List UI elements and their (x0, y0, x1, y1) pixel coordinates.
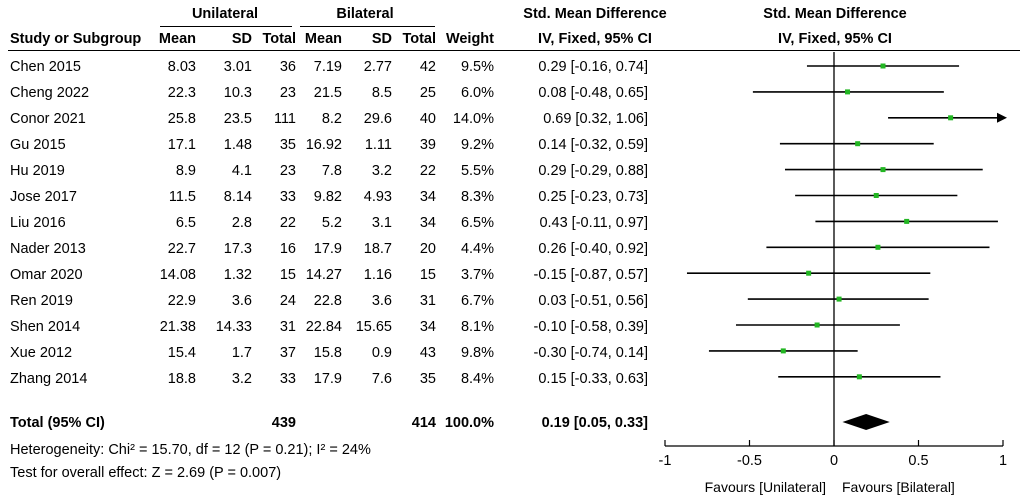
plot-subtitle: IV, Fixed, 95% CI (778, 31, 892, 47)
sd2-cell: 18.7 (363, 241, 392, 257)
ci-cell: 0.29 [-0.16, 0.74] (538, 59, 648, 75)
sd2-cell: 7.6 (371, 371, 392, 387)
x-tick-label: -1 (658, 453, 672, 469)
mean2-cell: 9.82 (313, 189, 342, 205)
col-ci-header: IV, Fixed, 95% CI (538, 31, 652, 47)
point-estimate (881, 64, 886, 69)
total1-cell: 22 (279, 215, 296, 231)
sd1-cell: 3.01 (223, 59, 252, 75)
ci-cell: 0.15 [-0.33, 0.63] (538, 371, 648, 387)
mean2-cell: 16.92 (305, 137, 342, 153)
mean1-cell: 18.8 (167, 371, 196, 387)
mean1-cell: 15.4 (167, 345, 196, 361)
sd2-cell: 1.16 (363, 267, 392, 283)
ci-cell: 0.26 [-0.40, 0.92] (538, 241, 648, 257)
sd2-cell: 0.9 (371, 345, 392, 361)
mean1-cell: 25.8 (167, 111, 196, 127)
sd2-cell: 1.11 (364, 137, 392, 153)
sd1-cell: 10.3 (223, 85, 252, 101)
weight-cell: 5.5% (460, 163, 494, 179)
point-estimate (904, 219, 909, 224)
mean2-cell: 21.5 (313, 85, 342, 101)
pooled-diamond (842, 414, 889, 430)
study-name: Shen 2014 (10, 319, 81, 335)
point-estimate (875, 245, 880, 250)
ci-cell: 0.43 [-0.11, 0.97] (539, 215, 648, 231)
sd1-cell: 17.3 (223, 241, 252, 257)
study-name: Cheng 2022 (10, 85, 90, 101)
point-estimate (845, 89, 850, 94)
total2-cell: 34 (419, 319, 436, 335)
study-name: Xue 2012 (10, 345, 73, 361)
total1-cell: 33 (279, 189, 296, 205)
point-estimate (815, 323, 820, 328)
sd1-cell: 3.2 (231, 371, 252, 387)
ci-cell: -0.15 [-0.87, 0.57] (533, 267, 648, 283)
mean1-cell: 8.03 (167, 59, 196, 75)
total2-cell: 22 (419, 163, 436, 179)
ci-cell: -0.30 [-0.74, 0.14] (533, 345, 648, 361)
sd2-cell: 3.2 (371, 163, 392, 179)
ci-cell: 0.03 [-0.51, 0.56] (538, 293, 648, 309)
mean2-cell: 7.8 (321, 163, 342, 179)
ci-cell: 0.08 [-0.48, 0.65] (538, 85, 648, 101)
total2-cell: 414 (411, 415, 436, 431)
overall-effect-text: Test for overall effect: Z = 2.69 (P = 0.007) (10, 465, 282, 481)
weight-cell: 4.4% (460, 241, 494, 257)
mean1-cell: 6.5 (175, 215, 196, 231)
weight-cell: 3.7% (460, 267, 494, 283)
weight-cell: 9.8% (460, 345, 494, 361)
total2-cell: 43 (419, 345, 436, 361)
total2-cell: 31 (419, 293, 436, 309)
sd2-cell: 3.1 (371, 215, 392, 231)
total1-cell: 23 (279, 85, 296, 101)
ci-cell: 0.25 [-0.23, 0.73] (538, 189, 648, 205)
total1-cell: 24 (279, 293, 296, 309)
mean1-cell: 11.5 (168, 189, 196, 205)
sd2-cell: 2.77 (363, 59, 392, 75)
col-total2-header: Total (402, 31, 436, 47)
total2-cell: 40 (419, 111, 436, 127)
ci-cell: 0.29 [-0.29, 0.88] (538, 163, 648, 179)
sd1-cell: 14.33 (215, 319, 252, 335)
weight-cell: 6.7% (460, 293, 494, 309)
total2-cell: 39 (419, 137, 436, 153)
point-estimate (781, 348, 786, 353)
point-estimate (881, 167, 886, 172)
weight-cell: 9.5% (460, 59, 494, 75)
col-sd2-header: SD (371, 31, 392, 47)
sd1-cell: 23.5 (223, 111, 252, 127)
weight-cell: 8.4% (460, 371, 494, 387)
total2-cell: 25 (419, 85, 436, 101)
study-name: Liu 2016 (10, 215, 66, 231)
mean2-cell: 14.27 (305, 267, 342, 283)
group1-header: Unilateral (191, 6, 259, 22)
sd2-cell: 4.93 (363, 189, 392, 205)
study-name: Zhang 2014 (10, 371, 88, 387)
weight-cell: 6.5% (460, 215, 494, 231)
x-tick-label: 1 (998, 453, 1008, 469)
mean2-cell: 7.19 (313, 59, 342, 75)
sd2-cell: 29.6 (363, 111, 392, 127)
mean1-cell: 22.3 (167, 85, 196, 101)
mean2-cell: 8.2 (321, 111, 342, 127)
sd1-cell: 1.7 (231, 345, 252, 361)
heterogeneity-text: Heterogeneity: Chi² = 15.70, df = 12 (P = 0.21); I² = 24% (10, 442, 371, 458)
total2-cell: 20 (419, 241, 436, 257)
col-sd1-header: SD (231, 31, 252, 47)
total1-cell: 15 (279, 267, 296, 283)
total1-cell: 23 (279, 163, 296, 179)
weight-cell: 6.0% (460, 85, 494, 101)
total-ci-cell: 0.19 [0.05, 0.33] (541, 415, 648, 431)
x-tick-label: 0 (829, 453, 839, 469)
total2-cell: 15 (419, 267, 436, 283)
total2-cell: 35 (419, 371, 436, 387)
col-total1-header: Total (262, 31, 296, 47)
total-label: Total (95% CI) (10, 415, 105, 431)
weight-cell: 9.2% (460, 137, 494, 153)
mean2-cell: 17.9 (313, 241, 342, 257)
total1-cell: 111 (273, 111, 296, 127)
mean1-cell: 22.7 (167, 241, 196, 257)
mean2-cell: 15.8 (313, 345, 342, 361)
mean2-cell: 17.9 (313, 371, 342, 387)
group2-header: Bilateral (336, 6, 394, 22)
ci-cell: 0.69 [0.32, 1.06] (543, 111, 648, 127)
study-name: Ren 2019 (10, 293, 73, 309)
col-study-header: Study or Subgroup (10, 31, 142, 47)
total1-cell: 16 (279, 241, 296, 257)
total1-cell: 37 (279, 345, 296, 361)
sd2-cell: 8.5 (371, 85, 392, 101)
mean1-cell: 22.9 (167, 293, 196, 309)
study-name: Chen 2015 (10, 59, 81, 75)
mean2-cell: 5.2 (321, 215, 342, 231)
x-tick-label: -0.5 (737, 453, 762, 469)
sd1-cell: 1.48 (223, 137, 252, 153)
total2-cell: 34 (419, 189, 436, 205)
mean1-cell: 17.1 (167, 137, 196, 153)
point-estimate (806, 271, 811, 276)
total1-cell: 31 (279, 319, 296, 335)
total2-cell: 34 (419, 215, 436, 231)
ci-arrow (997, 113, 1007, 123)
study-name: Gu 2015 (10, 137, 66, 153)
weight-cell: 8.1% (460, 319, 494, 335)
study-name: Omar 2020 (10, 267, 83, 283)
col-weight-header: Weight (445, 31, 494, 47)
total1-cell: 35 (279, 137, 296, 153)
weight-cell: 14.0% (452, 111, 494, 127)
total1-cell: 33 (279, 371, 296, 387)
total-weight-cell: 100.0% (444, 415, 494, 431)
col-mean2-header: Mean (304, 31, 342, 47)
ci-cell: 0.14 [-0.32, 0.59] (538, 137, 648, 153)
total1-cell: 439 (271, 415, 296, 431)
mean1-cell: 21.38 (159, 319, 196, 335)
favours-right-label: Favours [Bilateral] (842, 479, 955, 495)
weight-cell: 8.3% (460, 189, 494, 205)
point-estimate (948, 115, 953, 120)
sd1-cell: 1.32 (223, 267, 252, 283)
sd1-cell: 4.1 (231, 163, 252, 179)
ci-cell: -0.10 [-0.58, 0.39] (533, 319, 648, 335)
mean1-cell: 8.9 (175, 163, 196, 179)
col-mean1-header: Mean (158, 31, 196, 47)
sd2-cell: 3.6 (371, 293, 392, 309)
study-name: Conor 2021 (10, 111, 86, 127)
favours-left-label: Favours [Unilateral] (704, 479, 826, 495)
total2-cell: 42 (419, 59, 436, 75)
sd1-cell: 8.14 (223, 189, 252, 205)
mean1-cell: 14.08 (159, 267, 196, 283)
mean2-cell: 22.84 (305, 319, 342, 335)
sd2-cell: 15.65 (355, 319, 392, 335)
point-estimate (837, 297, 842, 302)
study-name: Hu 2019 (10, 163, 65, 179)
sd1-cell: 3.6 (231, 293, 252, 309)
point-estimate (857, 374, 862, 379)
mean2-cell: 22.8 (313, 293, 342, 309)
study-name: Nader 2013 (10, 241, 86, 257)
sd1-cell: 2.8 (231, 215, 252, 231)
point-estimate (855, 141, 860, 146)
effect-measure-header: Std. Mean Difference (523, 6, 667, 22)
total1-cell: 36 (279, 59, 296, 75)
x-tick-label: 0.5 (908, 453, 929, 469)
plot-title: Std. Mean Difference (763, 6, 907, 22)
point-estimate (874, 193, 879, 198)
study-name: Jose 2017 (10, 189, 77, 205)
